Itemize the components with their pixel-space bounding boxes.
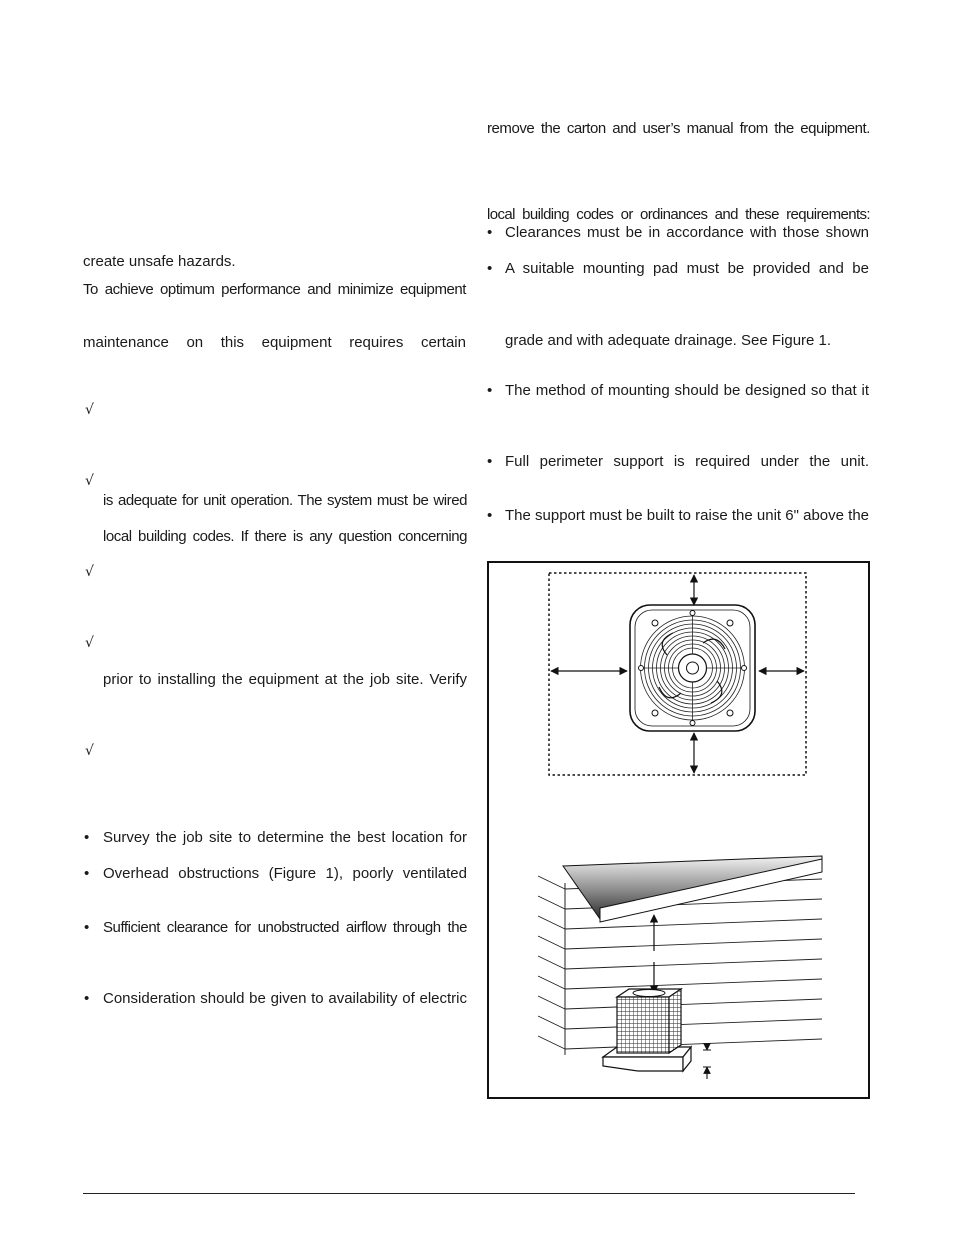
text-mounting-pad: A suitable mounting pad must be provided and be <box>505 260 869 277</box>
bullet-support: • <box>487 507 493 524</box>
text-achieve-performance: To achieve optimum performance and minimize equipment <box>83 281 466 298</box>
check-mark-1: √ <box>85 402 94 418</box>
text-full-perimeter: Full perimeter support is required under the unit. <box>505 453 869 470</box>
text-local-codes-question: local building codes. If there is any question concerning <box>103 528 467 545</box>
text-method-mounting: The method of mounting should be designed so that it <box>505 382 869 399</box>
bullet-clearance: • <box>84 919 90 936</box>
text-consideration-electric: Consideration should be given to availability of electric <box>103 990 467 1007</box>
bullet-clearances: • <box>487 224 493 241</box>
bullet-consideration: • <box>84 990 90 1007</box>
bullet-mounting-pad: • <box>487 260 493 277</box>
text-create-unsafe: create unsafe hazards. <box>83 253 236 270</box>
text-prior-installing: prior to installing the equipment at the job site. Verify <box>103 671 467 688</box>
text-support-raise: The support must be built to raise the unit 6" above the <box>505 507 869 524</box>
text-local-building-codes: local building codes or ordinances and these requirements: <box>487 206 870 223</box>
check-mark-3: √ <box>85 564 94 580</box>
footer-rule <box>83 1193 855 1194</box>
check-mark-4: √ <box>85 635 94 651</box>
text-overhead-obstructions: Overhead obstructions (Figure 1), poorly ventilated <box>103 865 467 882</box>
text-grade-drainage: grade and with adequate drainage. See Figure 1. <box>505 332 832 349</box>
check-mark-2: √ <box>85 473 94 489</box>
text-remove-carton: remove the carton and user’s manual from the equipment. <box>487 120 870 137</box>
installation-diagram <box>538 856 822 1079</box>
bullet-overhead: • <box>84 865 90 882</box>
text-adequate-operation: is adequate for unit operation. The system must be wired <box>103 492 467 509</box>
figure-1-clearances <box>487 561 870 1099</box>
bullet-method: • <box>487 382 493 399</box>
text-sufficient-clearance: Sufficient clearance for unobstructed airflow through the <box>103 919 467 936</box>
text-survey-site: Survey the job site to determine the best location for <box>103 829 467 846</box>
text-clearances-accordance: Clearances must be in accordance with those shown <box>505 224 869 241</box>
bullet-survey: • <box>84 829 90 846</box>
top-view-diagram <box>549 573 806 775</box>
bullet-perimeter: • <box>487 453 493 470</box>
text-maintenance: maintenance on this equipment requires certain <box>83 334 466 351</box>
check-mark-5: √ <box>85 743 94 759</box>
